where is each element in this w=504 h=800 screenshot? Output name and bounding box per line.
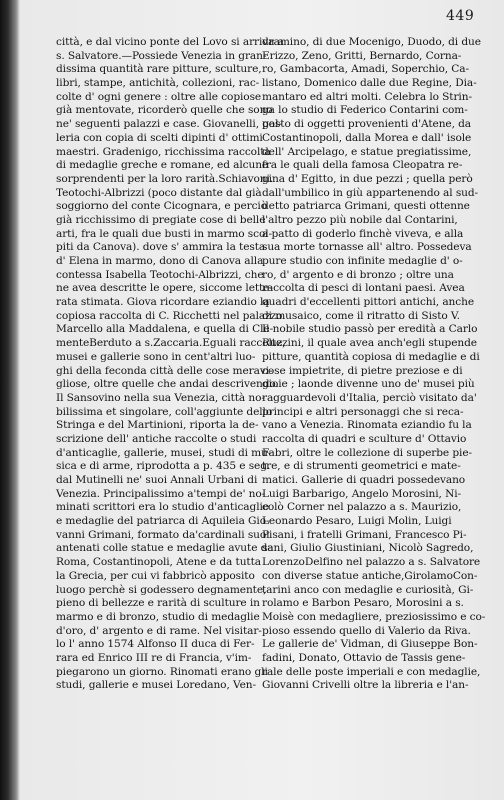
- text-line: mantaro ed altri molti. Celebra lo Strin-: [262, 90, 472, 103]
- text-line: minati scrittori era lo studio d'anticaglie: [56, 501, 269, 514]
- text-line: pioso essendo quello di Valerio da Riva.: [262, 624, 471, 637]
- text-line: leria con copia di scelti dipinti d' ottimi: [56, 131, 263, 144]
- text-line: menteBerduto a s.Zaccaria.Eguali raccolte,: [56, 337, 286, 350]
- text-line: cose impietrite, di pietre preziose e di: [262, 364, 463, 377]
- text-line: Le gallerie de' Vidman, di Giuseppe Bon-: [262, 638, 478, 651]
- text-line: rale delle poste imperiali e con medaglie,: [262, 665, 481, 678]
- text-line: Moisè con medagliere, preziosissimo e co-: [262, 610, 486, 623]
- text-line: fra le quali della famosa Cleopatra re-: [262, 159, 463, 172]
- text-line: Fabri, oltre le collezione di superbe pie-: [262, 446, 472, 459]
- text-line: detto patriarca Grimani, questi ottenne: [262, 200, 470, 213]
- text-line: sani, Giulio Giustiniani, Nicolò Sagredo,: [262, 542, 474, 555]
- text-line: pitture, quantità copiosa di medaglie e di: [262, 350, 480, 363]
- text-line: sua morte tornasse all' altro. Possedeva: [262, 241, 472, 254]
- text-line: Stringa e del Martinioni, riporta la de-: [56, 419, 259, 432]
- text-line: gina d' Egitto, in due pezzi ; quella però: [262, 172, 473, 185]
- text-line: rata stimata. Giova ricordare eziandio la: [56, 296, 270, 309]
- text-line: contessa Isabella Teotochi-Albrizzi, che: [56, 268, 264, 281]
- text-line: marmo e di bronzo, studio di medaglie: [56, 610, 260, 623]
- text-line: d'oro, d' argento e di rame. Nel visitar-: [56, 624, 262, 637]
- text-line: lo l' anno 1574 Alfonso II duca di Fer-: [56, 638, 255, 651]
- text-line: maestri. Gradenigo, ricchissima raccolta: [56, 145, 271, 158]
- text-line: bilissima et singolare, coll'aggiunte dello: [56, 405, 273, 418]
- text-line: ro, d' argento e di bronzo ; oltre una: [262, 268, 454, 281]
- text-line: ghi della feconda città delle cose meravi-: [56, 364, 273, 377]
- text-line: d' Elena in marmo, dono di Canova alla: [56, 255, 264, 267]
- text-line: Giovanni Crivelli oltre la libreria e l'an-: [262, 679, 469, 692]
- text-line: vano a Venezia. Rinomata eziandio fu la: [262, 419, 472, 432]
- text-line: vanni Grimani, formato da'cardinali suoi: [56, 528, 270, 541]
- text-line: la Grecia, per cui vi fabbricò apposito: [56, 569, 255, 582]
- text-line: listano, Domenico dalle due Regine, Dia-: [262, 77, 477, 90]
- text-line: posto di oggetti provenienti d'Atene, da: [262, 118, 472, 131]
- text-line: a patto di goderlo finchè viveva, e alla: [262, 227, 464, 240]
- text-line: Luigi Barbarigo, Angelo Morosini, Ni-: [262, 487, 462, 500]
- text-line: ne avea descritte le opere, siccome lette-: [56, 282, 273, 295]
- text-line: tarini anco con medaglie e curiosità, Gi-: [262, 583, 474, 596]
- right-text-column: [262, 36, 486, 693]
- text-line: gliose, oltre quelle che andai descrivendo.: [56, 378, 279, 391]
- text-line: pure studio con infinite medaglie d' o-: [262, 255, 463, 267]
- text-line: dall'umbilico in giù appartenendo al sud-: [262, 186, 479, 199]
- text-line: e medaglie del patriarca di Aquileia Gio-: [56, 515, 270, 528]
- text-line: scrizione dell' antiche raccolte o studi: [56, 432, 257, 445]
- text-line: pieno di bellezze e rarità di sculture in: [56, 597, 260, 610]
- text-line: fadini, Donato, Ottavio de Tassis gene-: [262, 651, 466, 664]
- text-line: Roma, Costantinopoli, Atene e da tutta: [56, 556, 261, 569]
- text-line: dal Mutinelli ne' suoi Annali Urbani di: [56, 474, 258, 486]
- text-line: rolamo e Barbon Pesaro, Morosini a s.: [262, 597, 464, 610]
- text-line: Venezia. Principalissimo a'tempi de' no-: [56, 487, 266, 500]
- text-line: arti, fra le quali due busti in marmo scol-: [56, 227, 273, 240]
- text-line: studi, gallerie e musei Loredano, Ven-: [56, 679, 256, 692]
- text-line: di medaglie greche e romane, ed alcune: [56, 159, 269, 172]
- text-line: copiosa raccolta di C. Ricchetti nel palazzo: [56, 309, 283, 322]
- text-line: ro, Gambacorta, Amadi, Soperchio, Ca-: [262, 63, 470, 76]
- text-line: Pisani, i fratelli Grimani, Francesco Pi-: [262, 528, 467, 541]
- text-line: dell' Arcipelago, e statue pregiatissime,: [262, 145, 472, 158]
- text-line: sorprendenti per la loro rarità.Schiavoni.: [56, 172, 274, 185]
- text-line: Teotochi-Albrizzi (poco distante dal già: [56, 186, 262, 199]
- text-line: con diverse statue antiche,GirolamoCon-: [262, 569, 478, 582]
- book-binding-shadow: [0, 0, 20, 800]
- text-line: tre, e di strumenti geometrici e mate-: [262, 460, 461, 473]
- text-line: Marcello alla Maddalena, e quella di Cle-: [56, 323, 274, 336]
- text-line: soggiorno del conte Cicognara, e perciò: [56, 200, 268, 213]
- text-line: antenati colle statue e medaglie avute da: [56, 542, 274, 555]
- text-line: raccolta di quadri e sculture d' Ottavio: [262, 432, 467, 445]
- text-line: l'altro pezzo più nobile dal Contarini,: [262, 213, 458, 226]
- text-line: già mentovate, ricorderò quelle che sono: [56, 104, 273, 117]
- left-text-column: [56, 36, 286, 693]
- text-line: Il Sansovino nella sua Venezia, città no-: [56, 391, 265, 404]
- text-line: d'anticaglie, gallerie, musei, studi di mu-: [56, 446, 272, 459]
- text-line: piegarono un giorno. Rinomati erano gli: [56, 665, 268, 678]
- text-line: colte d' ogni genere : oltre alle copiose: [56, 90, 262, 103]
- text-line: di musaico, come il ritratto di Sisto V.: [262, 309, 460, 322]
- text-line: città, e dal vicino ponte del Lovo si arriva a: [56, 36, 284, 48]
- text-line: ne' seguenti palazzi e case. Giovanelli, gal-: [56, 118, 282, 131]
- text-line: già ricchissimo di pregiate cose di belle: [56, 213, 266, 226]
- page-number: 449: [446, 8, 475, 24]
- text-line: Leonardo Pesaro, Luigi Molin, Luigi: [262, 515, 452, 528]
- text-line: raccolta di pesci di lontani paesi. Avea: [262, 282, 465, 295]
- text-line: ragguardevoli d'Italia, perciò visitato da': [262, 391, 477, 404]
- text-line: ga lo studio di Federico Contarini com-: [262, 104, 468, 117]
- text-line: libri, stampe, antichità, collezioni, rac-: [56, 77, 260, 90]
- text-line: quadri d'eccellenti pittori antichi, anche: [262, 296, 475, 309]
- text-line: Erizzo, Zeno, Gritti, Bernardo, Corna-: [262, 49, 462, 62]
- text-line: sica e di arme, riprodotta a p. 435 e seg.: [56, 460, 271, 473]
- text-line: LorenzoDelfino nel palazzo a s. Salvatore: [262, 556, 481, 569]
- text-line: Ruzzini, il quale avea anch'egli stupende: [262, 337, 477, 350]
- text-line: piti da Canova). dove s' ammira la testa: [56, 241, 266, 254]
- text-line: musei e gallerie sono in cent'altri luo-: [56, 350, 256, 363]
- text-line: Costantinopoli, dalla Morea e dall' isole: [262, 131, 472, 144]
- text-line: dissima quantità rare pitture, sculture,: [56, 63, 262, 76]
- text-line: gioie ; laonde divenne uno de' musei più: [262, 378, 475, 391]
- text-line: Il nobile studio passò per eredità a Carlo: [262, 323, 478, 336]
- text-line: s. Salvatore.—Possiede Venezia in gran-: [56, 49, 267, 62]
- text-line: rara ed Enrico III re di Francia, v'im-: [56, 651, 252, 664]
- text-line: colò Corner nel palazzo a s. Maurizio,: [262, 501, 462, 514]
- text-line: matici. Gallerie di quadri possedevano: [262, 474, 466, 486]
- text-line: principi e altri personaggi che si reca-: [262, 405, 464, 418]
- text-line: luogo perchè si godessero degnamente,: [56, 583, 267, 596]
- text-line: dramino, di due Mocenigo, Duodo, di due: [262, 36, 481, 48]
